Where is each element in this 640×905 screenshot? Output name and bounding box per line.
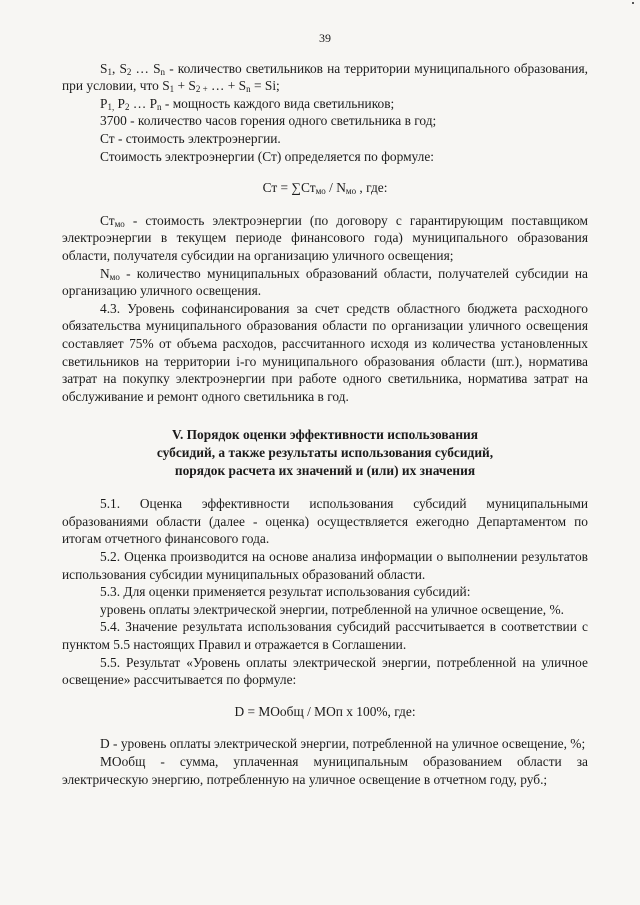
paragraph-5-2: 5.2. Оценка производится на основе анализа информации о выполнении результатов использования субсидии муниципальных образований области. (62, 549, 588, 582)
s-definition: $S_1$, $S_2$ … $S_n$ - количество светильников на территории муниципального образования, при условии, что $S_1 + S_{2 +}$ … + $S_n = Si$; (62, 60, 588, 95)
section-v-heading (62, 426, 588, 480)
p-definition: $P_{1,}$ $P_2$ … $P_n$ - мощность каждого вида светильников; (100, 95, 395, 112)
paragraph-5-3-result: уровень оплаты электрической энергии, потребленной на уличное освещение, %. (100, 601, 564, 617)
page-number: 39 (319, 31, 331, 45)
d-definition: D - уровень оплаты электрической энергии, потребленной на уличное освещение, %; (100, 736, 586, 752)
heading-line: V. Порядок оценки эффективности использования (172, 427, 478, 443)
paragraph-4-3: 4.3. Уровень софинансирования за счет средств областного бюджета расходного обязательства муниципального образования области по организации уличного освещения составляет 75% от объема расходов, рассчитанного исходя из количества установленных светильников на территории i-го муниципального образования области (шт.), норматива затрат на покупку электроэнергии при работе одного светильника, норматива затрат на обслуживание и ремонт одного светильника в год. (62, 300, 588, 404)
d-formula: D = МОобщ / МОп х 100%, где: (234, 703, 416, 719)
paragraph-5-3: 5.3. Для оценки применяется результат использования субсидий: (100, 584, 471, 600)
heading-line: субсидий, а также результаты использования субсидий, (156, 445, 494, 461)
ct-formula: Ст = $\sum Ст_{мо} / N_{мо}$ , где: (262, 180, 388, 197)
scan-artifact (632, 2, 634, 4)
paragraph-5-5: 5.5. Результат «Уровень оплаты электрической энергии, потребленной на уличное освещение» рассчитывается по формуле: (62, 654, 588, 688)
ctmo-definition: $Ст_{мо}$ - стоимость электроэнергии (по договору с гарантирующим поставщиком электроэнергии в текущем периоде финансового года) муниципального образования области, получателя субсидии на организацию уличного освещения; (62, 212, 588, 263)
moobsh-definition: МОобщ - сумма, уплаченная муниципальным образованием области за электрическую энергию, потребленную на уличное освещение в отчетном году, руб.; (62, 754, 588, 787)
paragraph-5-4: 5.4. Значение результата использования субсидий рассчитывается в соответствии с пунктом 5.5 настоящих Правил и отражается в Соглашении. (62, 619, 588, 653)
nmo-definition: $N_{мо}$ - количество муниципальных образований области, получателей субсидии на организацию уличного освещения. (62, 265, 588, 299)
document-page (62, 30, 588, 788)
ct-formula-intro: Стоимость электроэнергии (Ст) определяется по формуле: (100, 148, 434, 164)
ct-definition: Ст - стоимость электроэнергии. (100, 130, 281, 146)
paragraph-5-1: 5.1. Оценка эффективности использования субсидий муниципальными образованиями области (далее - оценка) осуществляется ежегодно Департаментом по итогам отчетного финансового года. (62, 496, 588, 547)
heading-line: порядок расчета их значений и (или) их значения (174, 463, 476, 479)
hours-definition: 3700 - количество часов горения одного светильника в год; (100, 113, 437, 129)
